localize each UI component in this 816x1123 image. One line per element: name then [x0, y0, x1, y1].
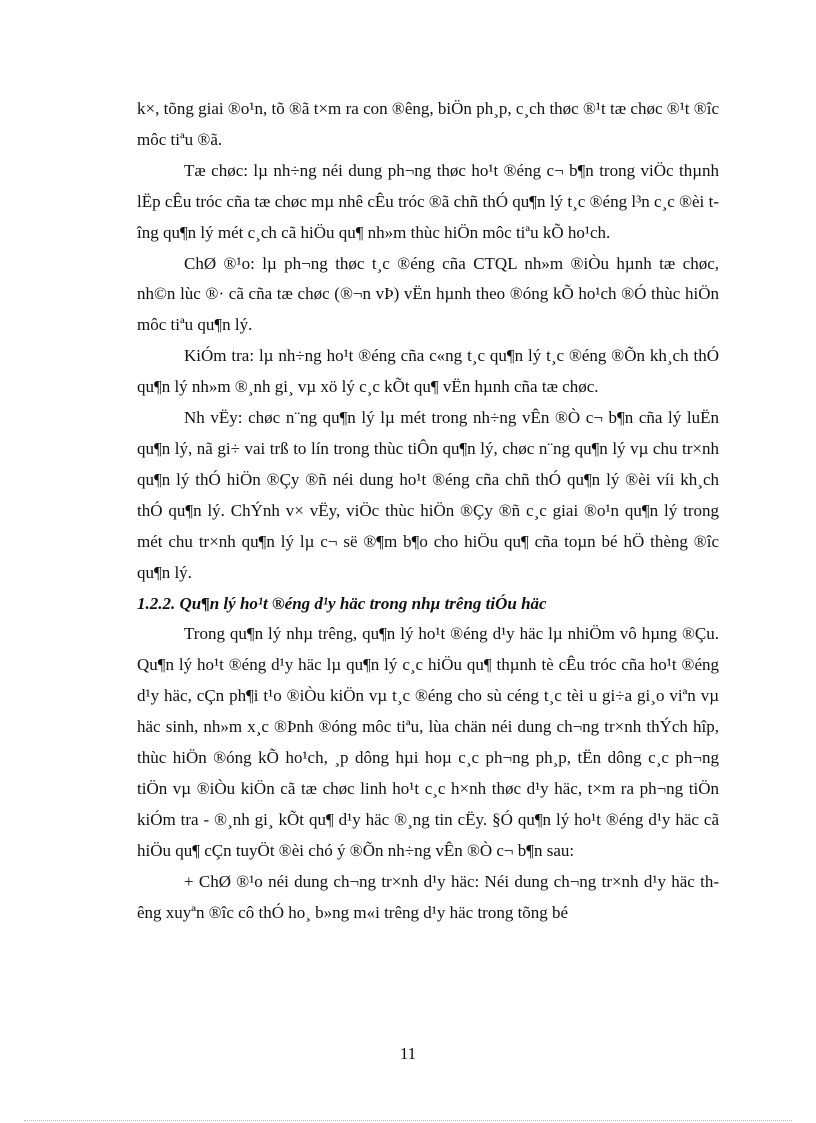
page-number: 11	[399, 1044, 417, 1063]
paragraph-content-direction: + ChØ ®¹o néi dung ch¬ng tr×nh d¹y häc: Néi dung ch¬ng tr×nh d¹y häc thêng xuyªn ®îc cô thÓ ho¸ b»ng m«i trêng d¹y häc trong tõng bé	[137, 871, 719, 922]
paragraph-1: k×, tõng giai ®o¹n, tõ ®ã t×m ra con ®êng, biÖn ph¸p, c¸ch thøc ®¹t tæ chøc ®¹t ®îc môc tiªu ®ã.	[137, 99, 719, 149]
paragraph-directing: ChØ ®¹o: lµ ph¬ng thøc t¸c ®éng cña CTQL nh»m ®iÒu hµnh tæ chøc, nh©n lùc ®· cã cña tæ chøc (®¬n vÞ) vËn hµnh theo ®óng kÕ ho¹ch ®Ó thùc hiÖn môc tiªu qu¶n lý.	[137, 253, 719, 335]
page-bottom-divider	[24, 1120, 792, 1121]
paragraph-teaching-management: Trong qu¶n lý nhµ trêng, qu¶n lý ho¹t ®éng d¹y häc lµ nhiÖm vô hµng ®Çu. Qu¶n lý ho¹t ®éng d¹y häc lµ qu¶n lý c¸c hiÖu qu¶ thµnh tè cÊu tróc cña ho¹t ®éng d¹y häc, cÇn ph¶i t¹o ®iÒu kiÖn vµ t¸c ®éng cho sù céng t¸c tèi u gi÷a gi¸o viªn vµ häc sinh, nh»m x¸c ®Þnh ®óng môc tiªu, lùa chän néi dung ch¬ng tr×nh thÝch hîp, thùc hiÖn ®óng kÕ ho¹ch, ¸p dông hµi hoµ c¸c ph¬ng ph¸p, tËn dông c¸c ph¬ng tiÖn vµ ®iÒu kiÖn cã tæ chøc linh ho¹t c¸c h×nh thøc d¹y häc, t×m ra ph¬ng tiÖn kiÓm tra - ®¸nh gi¸ kÕt qu¶ d¹y häc ®¸ng tin cËy. §Ó qu¶n lý ho¹t ®éng d¹y häc cã hiÖu qu¶ cÇn tuyÖt ®èi chó ý ®Õn nh÷ng vÊn ®Ò c¬ b¶n sau:	[137, 624, 719, 860]
section-heading: 1.2.2. Qu¶n lý ho¹t ®éng d¹y häc trong nhµ trêng tiÓu häc	[137, 593, 547, 613]
paragraph-summary: Nh vËy: chøc n¨ng qu¶n lý lµ mét trong nh÷ng vÊn ®Ò c¬ b¶n cña lý luËn qu¶n lý, nã gi÷ vai trß to lín trong thùc tiÔn qu¶n lý, chøc n¨ng qu¶n lý vµ chu tr×nh qu¶n lý thÓ hiÖn ®Çy ®ñ néi dung ho¹t ®éng cña chñ thÓ qu¶n lý ®èi víi kh¸ch thÓ qu¶n lý. ChÝnh v× vËy, viÖc thùc hiÖn ®Çy ®ñ c¸c giai ®o¹n qu¶n lý trong mét chu tr×nh qu¶n lý lµ c¬ së ®¶m b¶o cho hiÖu qu¶ cña toµn bé hÖ thèng ®îc qu¶n lý.	[137, 408, 719, 582]
paragraph-organizing: Tæ chøc: lµ nh÷ng néi dung ph¬ng thøc ho¹t ®éng c¬ b¶n trong viÖc thµnh lËp cÊu tróc cña tæ chøc mµ nhê cÊu tróc ®ã chñ thÓ qu¶n lý t¸c ®éng l³n c¸c ®èi tîng qu¶n lý mét c¸ch cã hiÖu qu¶ nh»m thùc hiÖn môc tiªu kÕ ho¹ch.	[137, 160, 719, 242]
body-text	[137, 94, 719, 928]
paragraph-controlling: KiÓm tra: lµ nh÷ng ho¹t ®éng cña c«ng t¸c qu¶n lý t¸c ®éng ®Õn kh¸ch thÓ qu¶n lý nh»m ®¸nh gi¸ vµ xö lý c¸c kÕt qu¶ vËn hµnh cña tæ chøc.	[137, 346, 719, 397]
